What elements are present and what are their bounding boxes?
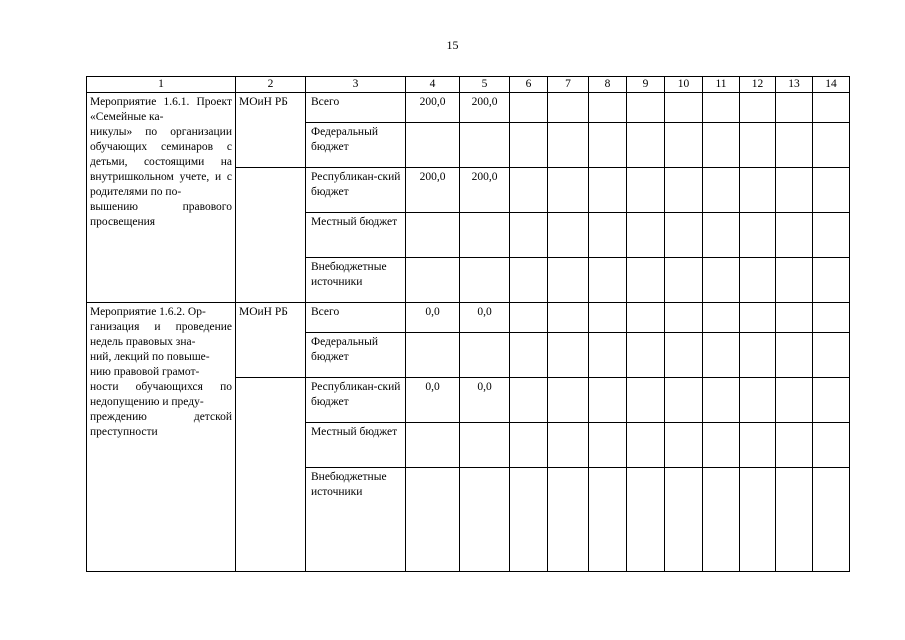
header-cell: 12 — [740, 77, 776, 93]
header-cell: 14 — [813, 77, 850, 93]
funding-source: Местный бюджет — [306, 423, 406, 468]
empty-cell — [627, 123, 665, 168]
table-row — [87, 93, 850, 123]
empty-cell — [703, 423, 740, 468]
empty-cell — [776, 378, 813, 423]
page-number: 15 — [446, 38, 459, 52]
value-cell: 200,0 — [406, 168, 460, 213]
value-cell — [406, 423, 460, 468]
empty-cell — [740, 423, 776, 468]
funding-source: Федеральный бюджет — [306, 333, 406, 378]
value-cell — [460, 123, 510, 168]
empty-cell — [510, 93, 548, 123]
empty-cell — [703, 123, 740, 168]
empty-cell — [589, 168, 627, 213]
empty-cell — [813, 378, 850, 423]
value-cell — [406, 333, 460, 378]
empty-cell — [627, 468, 665, 572]
empty-cell — [589, 468, 627, 572]
empty-cell — [510, 378, 548, 423]
empty-cell — [665, 93, 703, 123]
empty-cell — [776, 303, 813, 333]
empty-cell — [703, 378, 740, 423]
empty-cell — [776, 213, 813, 258]
value-cell: 200,0 — [460, 93, 510, 123]
empty-cell — [627, 333, 665, 378]
funding-source: Федеральный бюджет — [306, 123, 406, 168]
empty-cell — [813, 468, 850, 572]
empty-cell — [665, 333, 703, 378]
empty-cell — [627, 93, 665, 123]
empty-cell — [236, 168, 306, 303]
empty-cell — [548, 258, 589, 303]
header-cell: 1 — [87, 77, 236, 93]
funding-source: Республикан-ский бюджет — [306, 378, 406, 423]
empty-cell — [510, 468, 548, 572]
value-cell: 200,0 — [460, 168, 510, 213]
header-cell: 11 — [703, 77, 740, 93]
empty-cell — [548, 168, 589, 213]
table-row — [87, 303, 850, 333]
empty-cell — [740, 123, 776, 168]
empty-cell — [813, 303, 850, 333]
value-cell — [406, 258, 460, 303]
empty-cell — [740, 378, 776, 423]
empty-cell — [776, 258, 813, 303]
empty-cell — [813, 213, 850, 258]
value-cell: 0,0 — [406, 378, 460, 423]
empty-cell — [548, 468, 589, 572]
empty-cell — [703, 303, 740, 333]
empty-cell — [589, 303, 627, 333]
value-cell — [460, 333, 510, 378]
header-cell: 5 — [460, 77, 510, 93]
empty-cell — [740, 333, 776, 378]
value-cell — [460, 423, 510, 468]
header-cell: 8 — [589, 77, 627, 93]
empty-cell — [813, 168, 850, 213]
event-agency: МОиН РБ — [236, 303, 306, 378]
empty-cell — [703, 333, 740, 378]
empty-cell — [236, 378, 306, 572]
value-cell: 0,0 — [460, 303, 510, 333]
empty-cell — [548, 303, 589, 333]
empty-cell — [665, 123, 703, 168]
budget-table — [86, 76, 850, 572]
empty-cell — [665, 468, 703, 572]
empty-cell — [776, 168, 813, 213]
funding-source: Республикан-ский бюджет — [306, 168, 406, 213]
empty-cell — [813, 333, 850, 378]
empty-cell — [627, 168, 665, 213]
empty-cell — [703, 168, 740, 213]
header-cell: 9 — [627, 77, 665, 93]
funding-source: Всего — [306, 93, 406, 123]
funding-source: Всего — [306, 303, 406, 333]
empty-cell — [548, 333, 589, 378]
empty-cell — [665, 378, 703, 423]
empty-cell — [548, 213, 589, 258]
empty-cell — [740, 258, 776, 303]
empty-cell — [627, 303, 665, 333]
empty-cell — [548, 423, 589, 468]
empty-cell — [510, 423, 548, 468]
empty-cell — [813, 423, 850, 468]
header-cell: 4 — [406, 77, 460, 93]
funding-source: Внебюджетные источники — [306, 468, 406, 572]
empty-cell — [665, 213, 703, 258]
empty-cell — [665, 423, 703, 468]
empty-cell — [665, 303, 703, 333]
header-row — [87, 77, 850, 93]
header-cell: 6 — [510, 77, 548, 93]
event-agency: МОиН РБ — [236, 93, 306, 168]
empty-cell — [510, 168, 548, 213]
empty-cell — [813, 123, 850, 168]
funding-source: Местный бюджет — [306, 213, 406, 258]
value-cell — [460, 258, 510, 303]
empty-cell — [740, 93, 776, 123]
value-cell — [406, 123, 460, 168]
value-cell — [406, 468, 460, 572]
empty-cell — [589, 123, 627, 168]
empty-cell — [627, 258, 665, 303]
empty-cell — [740, 468, 776, 572]
empty-cell — [776, 333, 813, 378]
empty-cell — [776, 468, 813, 572]
empty-cell — [665, 258, 703, 303]
empty-cell — [776, 123, 813, 168]
empty-cell — [813, 93, 850, 123]
empty-cell — [776, 93, 813, 123]
value-cell: 200,0 — [406, 93, 460, 123]
empty-cell — [589, 333, 627, 378]
empty-cell — [740, 168, 776, 213]
empty-cell — [589, 423, 627, 468]
header-cell: 10 — [665, 77, 703, 93]
empty-cell — [703, 93, 740, 123]
empty-cell — [589, 258, 627, 303]
value-cell — [460, 213, 510, 258]
empty-cell — [548, 123, 589, 168]
empty-cell — [589, 93, 627, 123]
empty-cell — [776, 423, 813, 468]
event-description: Мероприятие 1.6.2. Ор- ганизация и проведение недель правовых зна- ний, лекций по повыше- нию правовой грамот- ности обучающихся по недопущению и преду- преждению детской преступности — [87, 303, 236, 572]
header-cell: 3 — [306, 77, 406, 93]
empty-cell — [703, 468, 740, 572]
value-cell: 0,0 — [406, 303, 460, 333]
header-cell: 2 — [236, 77, 306, 93]
empty-cell — [589, 378, 627, 423]
value-cell: 0,0 — [460, 378, 510, 423]
header-cell: 7 — [548, 77, 589, 93]
empty-cell — [740, 213, 776, 258]
empty-cell — [813, 258, 850, 303]
empty-cell — [510, 123, 548, 168]
empty-cell — [510, 258, 548, 303]
value-cell — [406, 213, 460, 258]
empty-cell — [589, 213, 627, 258]
empty-cell — [627, 213, 665, 258]
empty-cell — [665, 168, 703, 213]
empty-cell — [703, 258, 740, 303]
empty-cell — [703, 213, 740, 258]
empty-cell — [510, 303, 548, 333]
empty-cell — [510, 333, 548, 378]
empty-cell — [627, 423, 665, 468]
empty-cell — [548, 378, 589, 423]
header-cell: 13 — [776, 77, 813, 93]
empty-cell — [548, 93, 589, 123]
event-description: Мероприятие 1.6.1. Проект «Семейные ка- никулы» по организации обучающих семинаров с детьми, состоящими на внутришкольном учете, и с родителями по по- вышению правового просвещения — [87, 93, 236, 303]
empty-cell — [627, 378, 665, 423]
empty-cell — [740, 303, 776, 333]
value-cell — [460, 468, 510, 572]
empty-cell — [510, 213, 548, 258]
funding-source: Внебюджетные источники — [306, 258, 406, 303]
